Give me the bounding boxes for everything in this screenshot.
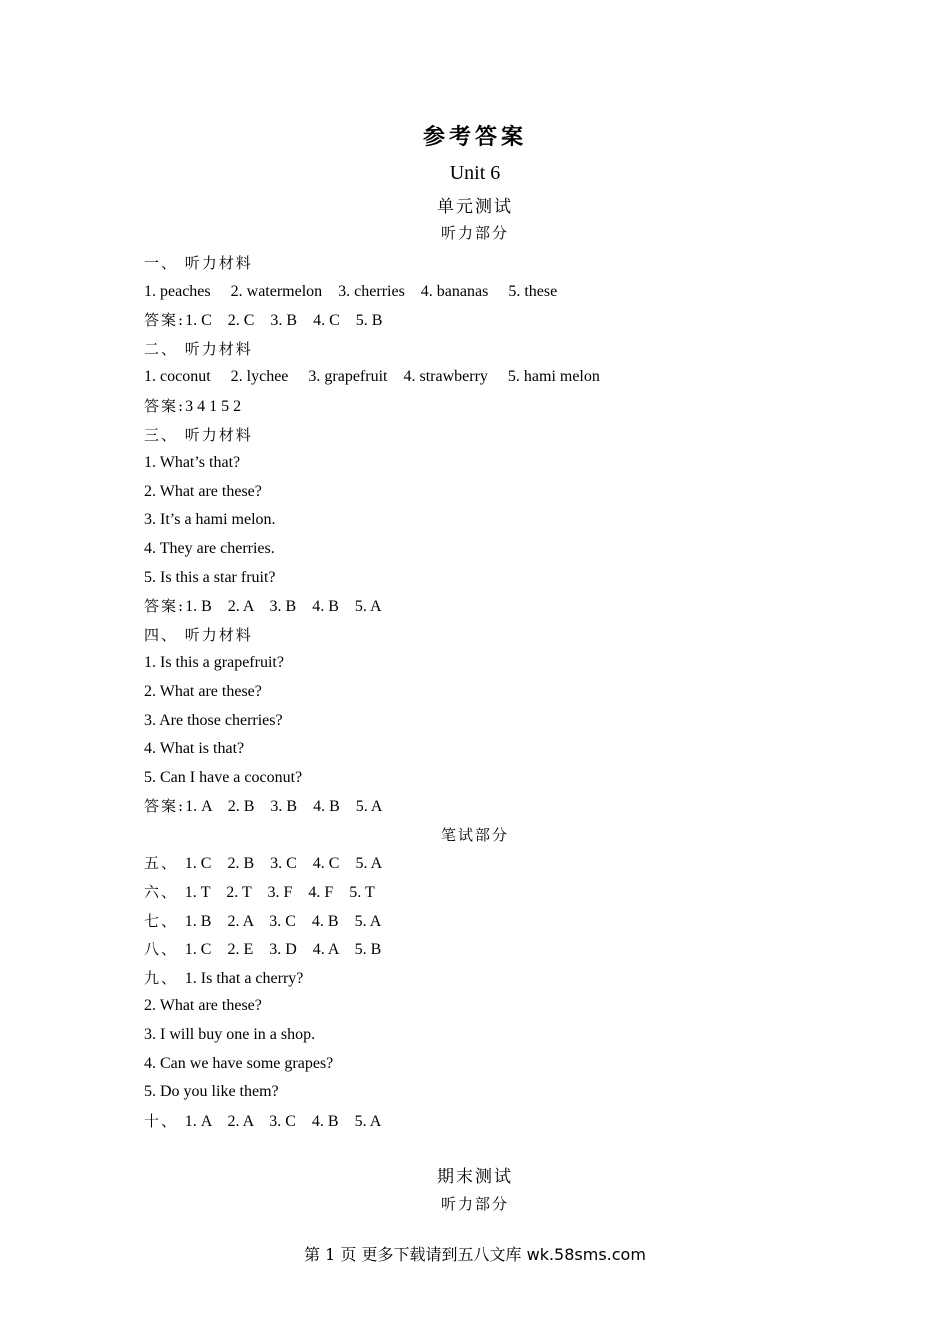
line-text: 3. I will buy one in a shop. [144, 1026, 316, 1044]
answer-line [144, 621, 844, 650]
line-label: 一、 听力材料 [144, 254, 253, 272]
answer-line [144, 935, 844, 964]
line-label: 三、 听力材料 [144, 425, 253, 444]
answer-line [144, 478, 844, 507]
line-label: 答案: [144, 797, 186, 816]
line-text: 1. Is this a grapefruit? [144, 654, 284, 672]
answer-line [144, 707, 844, 736]
line-text: 1. What’s that? [144, 454, 241, 472]
line-text: 4. They are cherries. [144, 539, 275, 557]
answer-line [144, 849, 844, 878]
unit-heading: Unit 6 [449, 162, 501, 184]
answer-line [144, 907, 844, 936]
line-text: 2. What are these? [144, 997, 262, 1015]
answer-line [144, 649, 844, 678]
line-label: 二、 听力材料 [144, 339, 253, 358]
answer-line [144, 535, 844, 564]
final-listening-heading: 听力部分 [440, 1195, 509, 1213]
line-label: 五、 [144, 854, 185, 873]
line-label: 七、 [144, 911, 185, 930]
line-text: 5. Do you like them? [144, 1083, 279, 1101]
answer-line [144, 592, 844, 621]
line-label: 八、 [144, 940, 185, 959]
line-label: 六、 [144, 883, 185, 902]
page-footer [0, 1242, 950, 1265]
line-text: 1. B 2. A 3. B 4. B 5. A [185, 598, 382, 616]
line-text: 1. C 2. B 3. C 4. C 5. A [184, 855, 383, 873]
answer-line [144, 1021, 844, 1050]
line-text: 1. C 2. E 3. D 4. A 5. B [184, 941, 382, 959]
line-label: 十、 [144, 1111, 185, 1130]
answer-line [144, 992, 844, 1021]
answer-line [144, 735, 844, 764]
line-label: 四、 听力材料 [144, 625, 253, 644]
line-text: 4. Can we have some grapes? [144, 1054, 334, 1072]
line-text: 5. Is this a star fruit? [144, 568, 276, 586]
answer-line [144, 506, 844, 535]
footer-text: 第 1 页 更多下载请到五八文库 [304, 1245, 527, 1264]
answer-line [144, 792, 844, 821]
section-heading: 笔试部分 [440, 825, 509, 844]
answer-line [144, 764, 844, 793]
line-text: 1. A 2. B 3. B 4. B 5. A [185, 798, 383, 816]
answer-line [144, 278, 844, 307]
line-text: 1. coconut 2. lychee 3. grapefruit 4. strawberry 5. hami melon [144, 368, 600, 386]
line-text: 1. B 2. A 3. C 4. B 5. A [184, 912, 382, 930]
line-text: 3 4 1 5 2 [185, 397, 242, 415]
test-name-heading: 单元测试 [437, 197, 513, 217]
line-label: 答案: [144, 597, 186, 616]
line-label: 答案: [144, 396, 186, 415]
answer-line [144, 878, 844, 907]
footer-link[interactable]: wk.58sms.com [526, 1245, 646, 1264]
line-text: 1. A 2. A 3. C 4. B 5. A [184, 1112, 382, 1130]
answer-lines [144, 249, 844, 1135]
line-label: 九、 [144, 968, 185, 987]
line-text: 1. Is that a cherry? [184, 969, 304, 987]
line-text: 5. Can I have a coconut? [144, 768, 303, 786]
answer-line [144, 1078, 844, 1107]
line-text: 2. What are these? [144, 482, 262, 500]
line-text: 3. Are those cherries? [144, 711, 283, 729]
answer-line [144, 335, 844, 364]
listening-part-heading: 听力部分 [440, 224, 509, 242]
page-title: 参考答案 [422, 125, 527, 150]
answer-line [144, 363, 844, 392]
answer-line [144, 449, 844, 478]
answer-line [144, 964, 844, 993]
answer-line [144, 564, 844, 593]
answer-line [144, 392, 844, 421]
answer-line [144, 421, 844, 450]
answer-line [144, 678, 844, 707]
line-label: 答案: [144, 311, 186, 330]
answer-line [144, 1107, 844, 1136]
line-text: 1. peaches 2. watermelon 3. cherries 4. bananas 5. these [144, 282, 558, 300]
answer-line [144, 1050, 844, 1079]
line-text: 1. C 2. C 3. B 4. C 5. B [185, 312, 383, 330]
answer-line [144, 306, 844, 335]
final-test-heading: 期末测试 [437, 1167, 513, 1187]
answer-line [144, 249, 844, 278]
line-text: 2. What are these? [144, 682, 262, 700]
line-text: 3. It’s a hami melon. [144, 511, 276, 529]
line-text: 4. What is that? [144, 740, 245, 758]
line-text: 1. T 2. T 3. F 4. F 5. T [184, 884, 375, 902]
